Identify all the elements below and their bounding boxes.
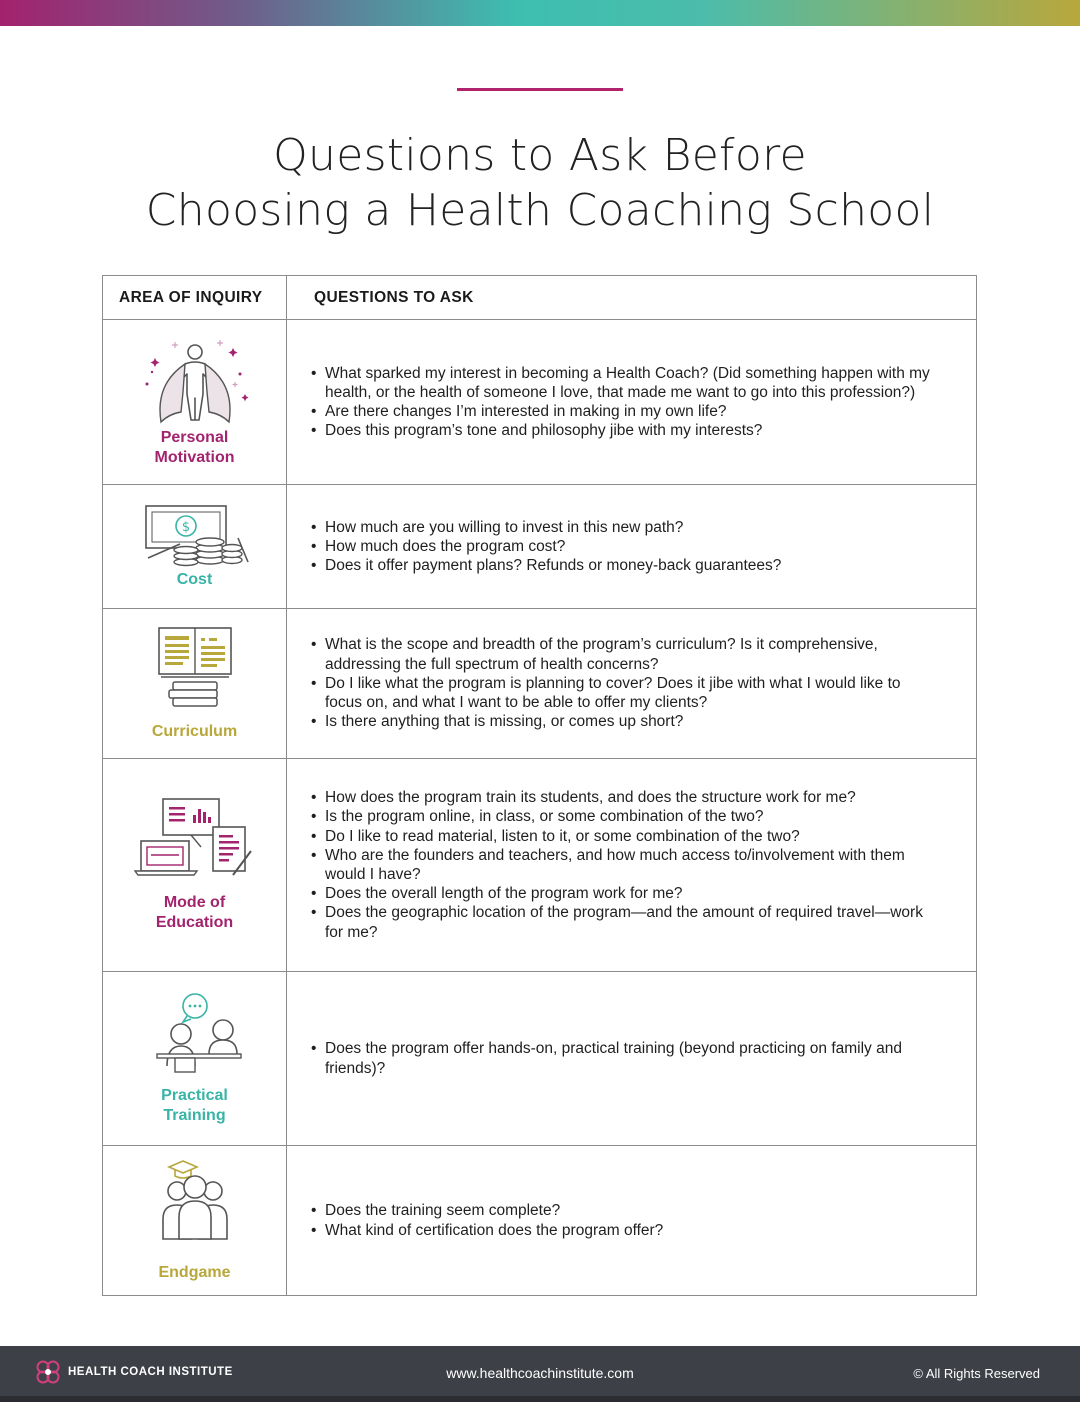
inquiry-table bbox=[102, 275, 977, 1296]
area-cell bbox=[103, 609, 287, 759]
list-item: • Does the overall length of the program work for me? bbox=[311, 884, 936, 903]
footer-brand-name: HEALTH COACH INSTITUTE bbox=[68, 1366, 233, 1378]
superhero-icon bbox=[135, 336, 255, 428]
area-cell bbox=[103, 320, 287, 485]
questions-cell bbox=[287, 972, 977, 1146]
list-item: • Is the program online, in class, or some combination of the two? bbox=[311, 807, 936, 826]
list-item: • Do I like what the program is planning to cover? Does it jibe with what I would like to focus on, and what I want to be able to offer my clients? bbox=[311, 674, 936, 712]
area-cell bbox=[103, 1146, 287, 1296]
area-cell bbox=[103, 485, 287, 609]
title-accent-line bbox=[457, 88, 623, 91]
question-list bbox=[311, 364, 936, 441]
list-item: • What is the scope and breadth of the program’s curriculum? Is it comprehensive, addressing the full spectrum of health concerns? bbox=[311, 635, 936, 673]
table-row-personal-motivation bbox=[103, 320, 977, 485]
list-item: • Is there anything that is missing, or comes up short? bbox=[311, 712, 936, 731]
area-label-line1: Practical bbox=[161, 1086, 228, 1104]
area-label-line1: Endgame bbox=[158, 1263, 231, 1281]
questions-cell bbox=[287, 609, 977, 759]
questions-cell bbox=[287, 485, 977, 609]
area-label-line2: Training bbox=[163, 1106, 226, 1124]
list-item: • Does the training seem complete? bbox=[311, 1201, 936, 1220]
list-item: • Does the geographic location of the program—and the amount of required travel—work for me? bbox=[311, 903, 936, 941]
table-row-cost bbox=[103, 485, 977, 609]
questions-cell bbox=[287, 320, 977, 485]
footer-copyright: © All Rights Reserved bbox=[913, 1366, 1040, 1381]
area-label bbox=[152, 722, 237, 742]
table-header-row bbox=[103, 276, 977, 320]
list-item: • Does this program’s tone and philosophy jibe with my interests? bbox=[311, 421, 936, 440]
questions-cell bbox=[287, 759, 977, 972]
area-label-line2: Education bbox=[155, 914, 234, 931]
list-item: • Do I like to read material, listen to it, or some combination of the two? bbox=[311, 827, 936, 846]
table-row-endgame bbox=[103, 1146, 977, 1296]
list-item: • Are there changes I’m interested in making in my own life? bbox=[311, 402, 936, 421]
area-label-line2: Motivation bbox=[154, 449, 235, 466]
conversation-icon bbox=[145, 992, 245, 1084]
list-item: • What kind of certification does the program offer? bbox=[311, 1221, 936, 1240]
column-header-questions: QUESTIONS TO ASK bbox=[287, 276, 977, 320]
area-label bbox=[158, 1263, 230, 1283]
area-label-line1: Mode of bbox=[163, 894, 226, 911]
area-label bbox=[155, 428, 235, 468]
svg-text:$: $ bbox=[181, 519, 190, 535]
question-list bbox=[311, 1201, 936, 1239]
page-title-line1: Questions to Ask Before bbox=[273, 130, 807, 181]
money-coins-icon bbox=[140, 504, 250, 570]
top-gradient-bar bbox=[0, 0, 1080, 26]
list-item: • Does the program offer hands-on, practical training (beyond practicing on family and friends)? bbox=[311, 1039, 936, 1077]
books-icon bbox=[155, 626, 235, 708]
question-list bbox=[311, 518, 936, 576]
question-list bbox=[311, 1039, 936, 1077]
area-label-line1: Curriculum bbox=[151, 722, 238, 740]
area-label-line1: Cost bbox=[176, 570, 213, 588]
area-cell bbox=[103, 759, 287, 972]
list-item: • How much are you willing to invest in this new path? bbox=[311, 518, 936, 537]
area-label bbox=[156, 893, 233, 933]
learning-devices-icon bbox=[133, 797, 257, 885]
list-item: • How much does the program cost? bbox=[311, 537, 936, 556]
area-label bbox=[177, 570, 213, 590]
table-row-mode-of-education bbox=[103, 759, 977, 972]
table-row-curriculum bbox=[103, 609, 977, 759]
table-row-practical-training bbox=[103, 972, 977, 1146]
page-title-line2: Choosing a Health Coaching School bbox=[145, 185, 935, 236]
area-label-line1: Personal bbox=[160, 429, 229, 446]
list-item: • How does the program train its students, and does the structure work for me? bbox=[311, 788, 936, 807]
area-cell bbox=[103, 972, 287, 1146]
question-list bbox=[311, 635, 936, 731]
footer-website-link[interactable]: www.healthcoachinstitute.com bbox=[446, 1365, 634, 1381]
list-item: • Does it offer payment plans? Refunds or money-back guarantees? bbox=[311, 556, 936, 575]
graduates-icon bbox=[157, 1159, 233, 1243]
list-item: • Who are the founders and teachers, and how much access to/involvement with them would I have? bbox=[311, 846, 936, 884]
column-header-area: AREA OF INQUIRY bbox=[103, 276, 287, 320]
question-list bbox=[311, 788, 936, 942]
list-item: • What sparked my interest in becoming a Health Coach? (Did something happen with my health, or the health of someone I love, that made me want to go into this profession?) bbox=[311, 364, 936, 402]
area-label bbox=[161, 1086, 228, 1126]
footer-bottom-stripe bbox=[0, 1396, 1080, 1402]
questions-cell bbox=[287, 1146, 977, 1296]
page-title bbox=[0, 128, 1080, 238]
